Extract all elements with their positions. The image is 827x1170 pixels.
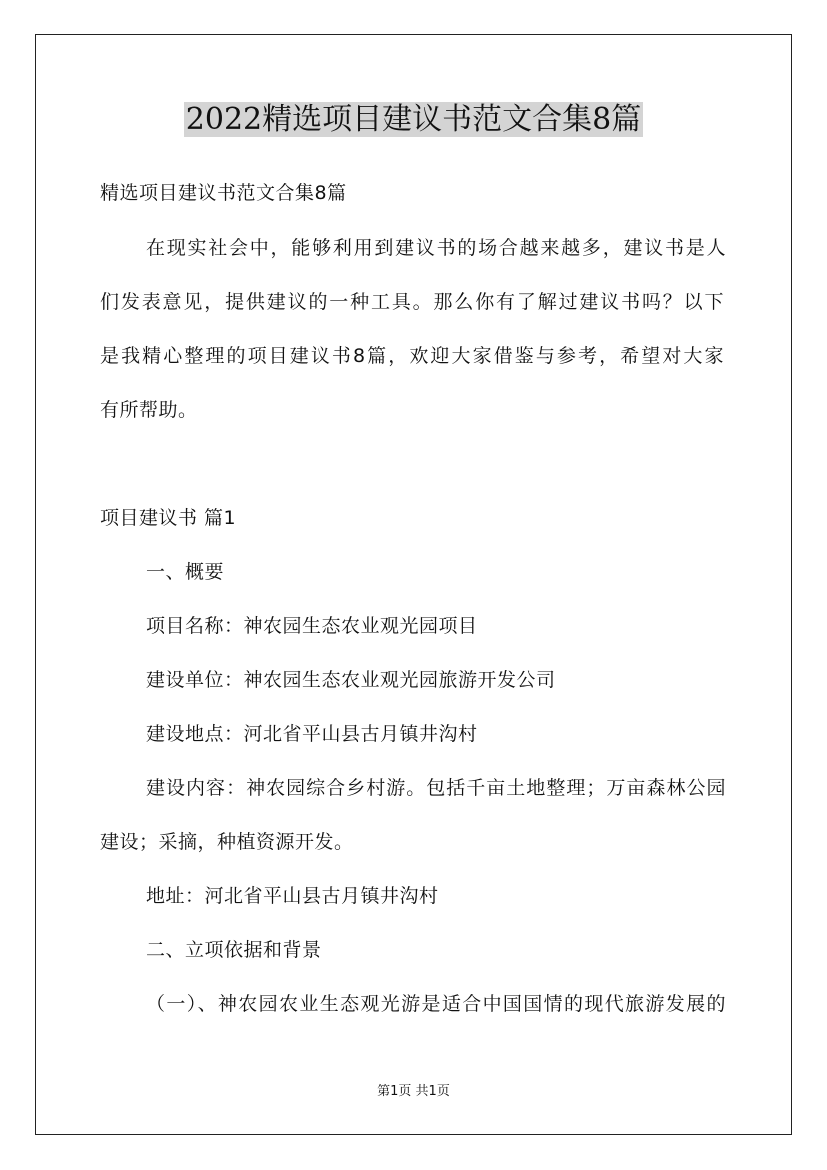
document-title-wrap: [0, 98, 827, 142]
heading-overview: 一、概要: [146, 561, 225, 583]
section-title: 项目建议书 篇1: [100, 507, 237, 529]
intro-line-2: 们发表意见，提供建议的一种工具。那么你有了解过建议书吗？以下: [100, 291, 724, 313]
document-subtitle: 精选项目建议书范文合集8篇: [100, 182, 347, 204]
heading-basis: 二、立项依据和背景: [146, 939, 322, 961]
basis-paragraph: （一）、神农园农业生态观光游是适合中国国情的现代旅游发展的: [146, 993, 726, 1015]
build-location: 建设地点：河北省平山县古月镇井沟村: [146, 723, 478, 745]
builder-unit: 建设单位：神农园生态农业观光园旅游开发公司: [146, 669, 556, 691]
build-content-cont: 建设；采摘，种植资源开发。: [100, 831, 354, 853]
page-footer: 第1页 共1页: [377, 1084, 450, 1099]
intro-line-3: 是我精心整理的项目建议书8篇，欢迎大家借鉴与参考，希望对大家: [100, 345, 724, 367]
document-title: 2022精选项目建议书范文合集8篇: [185, 102, 642, 137]
intro-line-4: 有所帮助。: [100, 399, 198, 421]
intro-line-1: 在现实社会中，能够利用到建议书的场合越来越多，建议书是人: [146, 237, 726, 259]
build-content: 建设内容：神农园综合乡村游。包括千亩土地整理；万亩森林公园: [146, 777, 726, 799]
project-name: 项目名称：神农园生态农业观光园项目: [146, 615, 478, 637]
address: 地址：河北省平山县古月镇井沟村: [146, 885, 439, 907]
